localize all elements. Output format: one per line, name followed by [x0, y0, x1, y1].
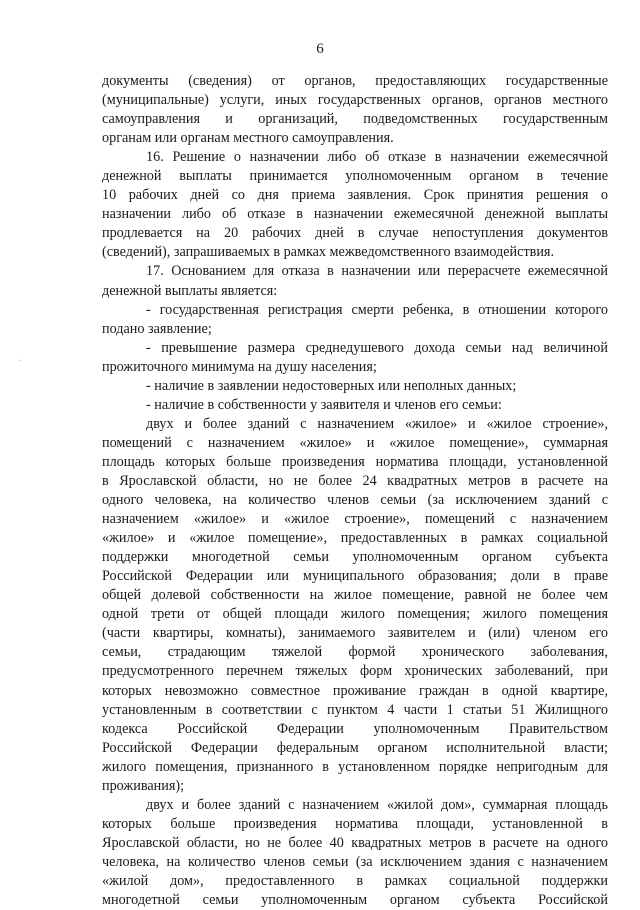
text-line: - наличие в собственности у заявителя и членов его семьи: [146, 396, 502, 413]
text-line: назначении либо об отказе в назначении ежемесячной денежной выплаты [102, 206, 608, 223]
text-line: документы (сведения) от органов, предоставляющих государственные [102, 73, 608, 89]
text-line: площадь которых больше произведения норматива площади, установленной [102, 453, 608, 470]
text-line: денежной выплаты является: [102, 282, 278, 299]
text-line: 17. Основанием для отказа в назначении или перерасчете ежемесячной [146, 263, 608, 280]
text-line: продлевается на 20 рабочих дней в случае непоступления документов [102, 225, 608, 242]
text-line: - наличие в заявлении недостоверных или неполных данных; [146, 377, 517, 394]
text-line: установленным в соответствии с пунктом 4 части 1 статьи 51 Жилищного [102, 701, 608, 718]
text-line: двух и более зданий с назначением «жилой дом», суммарная площадь [146, 796, 608, 813]
text-line: в Ярославской области, но не более 24 квадратных метров в расчете на [102, 472, 608, 489]
text-line: двух и более зданий с назначением «жилое» и «жилое строение», [146, 415, 608, 432]
text-line: (сведений), запрашиваемых в рамках межведомственного взаимодействия. [102, 244, 555, 261]
text-line: подано заявление; [102, 320, 212, 337]
text-line: многодетной семьи уполномоченным органом субъекта Российской [102, 892, 608, 909]
text-line: «жилое» и «жилое помещение», предоставленных в рамках социальной [102, 530, 608, 547]
text-line: поддержки многодетной семьи уполномоченным органом субъекта [102, 549, 608, 566]
text-line: органам или органам местного самоуправления. [102, 130, 394, 147]
text-line: (части квартиры, комнаты), занимаемого заявителем и (или) членом его [102, 625, 608, 642]
text-line: проживания); [102, 777, 185, 794]
text-line: предусмотренного перечнем тяжелых форм хронических заболеваний, при [102, 663, 608, 680]
text-line: помещений с назначением «жилое» и «жилое помещение», суммарная [102, 434, 608, 451]
text-line: Ярославской области, но не более 40 квадратных метров в расчете на одного [102, 834, 608, 851]
text-line: общей долевой собственности на жилое помещение, равной не более чем [102, 587, 608, 604]
text-line: - превышение размера среднедушевого дохода семьи над величиной [146, 339, 608, 356]
text-line: которых невозможно совместное проживание граждан в одной квартире, [102, 682, 608, 699]
text-line: прожиточного минимума на душу населения; [102, 358, 377, 375]
text-line: самоуправления и организаций, подведомственных государственным [102, 111, 608, 128]
text-line: Российской Федерации федеральным органом исполнительной власти; [102, 739, 608, 756]
text-line: одной трети от общей площади жилого помещения; жилого помещения [102, 606, 608, 623]
text-line: семьи, страдающим тяжелой формой хронического заболевания, [102, 644, 608, 661]
text-line: денежной выплаты принимается уполномоченным органом в течение [102, 168, 608, 185]
text-line: кодекса Российской Федерации уполномоченным Правительством [102, 720, 608, 737]
document-body [102, 72, 608, 910]
text-line: 16. Решение о назначении либо об отказе в назначении ежемесячной [146, 149, 608, 166]
text-line: назначением «жилое» и «жилое строение», помещений с назначением [102, 511, 608, 528]
text-line: - государственная регистрация смерти ребенка, в отношении которого [146, 301, 608, 318]
text-line: которых больше произведения норматива площади, установленной в [102, 815, 608, 832]
page-number: 6 [316, 41, 324, 57]
text-line: одного человека, на количество членов семьи (за исключением зданий с [102, 492, 608, 509]
text-line: (муниципальные) услуги, иных государственных органов, органов местного [102, 92, 608, 109]
text-line: «жилой дом», предоставленного в рамках социальной поддержки [102, 872, 608, 889]
text-line: жилого помещения, признанного в установленном порядке непригодным для [102, 758, 608, 775]
text-line: 10 рабочих дней со дня приема заявления. Срок принятия решения о [102, 187, 608, 204]
text-line: человека, на количество членов семьи (за исключением здания с назначением [102, 853, 608, 870]
margin-mark: · [18, 356, 22, 367]
text-line: Российской Федерации или муниципального образования; доли в праве [102, 568, 608, 585]
